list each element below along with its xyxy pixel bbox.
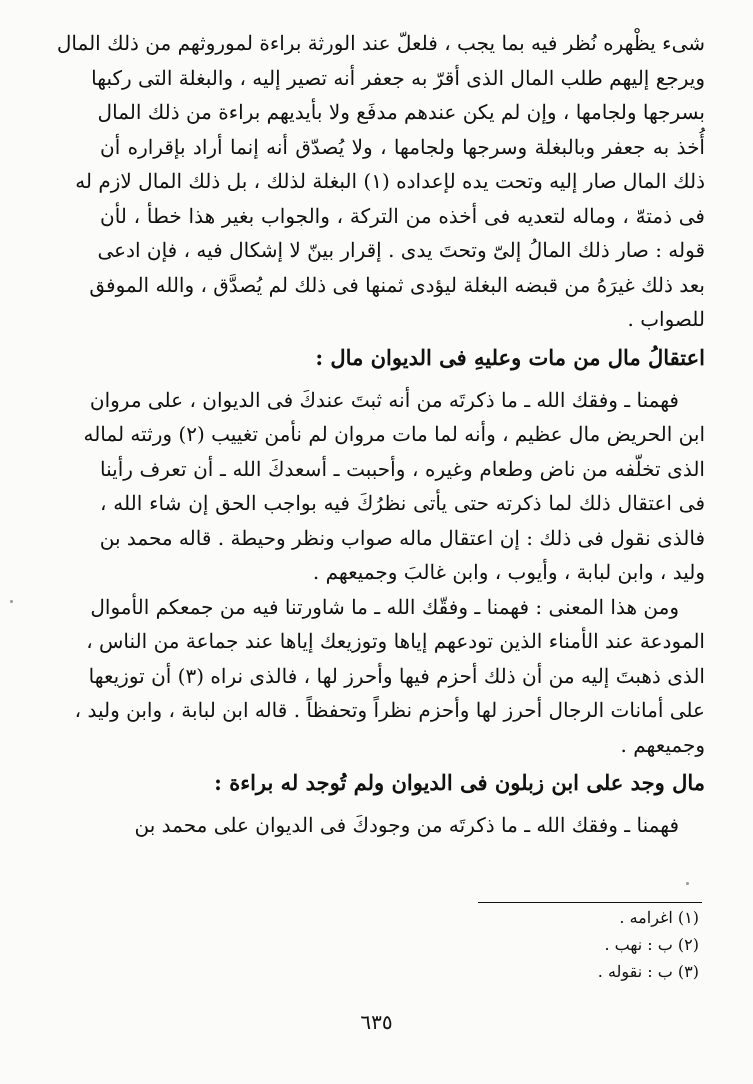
text-line: ذلك المال صار إليه وتحت يده لإعداده (١) البغلة لذلك ، بل ذلك المال لازم له xyxy=(75,169,705,193)
scan-speck xyxy=(686,882,689,885)
main-text xyxy=(56,26,706,843)
text-line: على أمانات الرجال أحرز لها وأحزم نظراً وتحفظاً . قاله ابن لبابة ، وابن وليد ، xyxy=(74,698,705,722)
text-line: ومن هذا المعنى : فهمنا ـ وفقّك الله ـ ما شاورتنا فيه من جمعكم الأموال xyxy=(90,594,679,619)
text-line: للصواب . xyxy=(627,307,705,331)
text-line: بسرجها ولجامها ، وإن لم يكن عندهم مدفَع ولا بأيديهم براءة من ذلك المال xyxy=(97,100,705,124)
text-line: المودعة عند الأمناء الذين تودعهم إياها وتوزيعك إياها عند جماعة من الناس ، xyxy=(86,629,705,653)
footnotes xyxy=(598,904,699,985)
scan-speck xyxy=(10,600,13,603)
paragraph-2 xyxy=(83,383,706,590)
section-heading-1: اعتقالُ مال من مات وعليهِ فى الديوان مال : xyxy=(315,344,705,370)
text-line: وجميعهم . xyxy=(620,732,705,757)
text-line: أُخذ به جعفر وبالبغلة وسرجها ولجامها ، ولا يُصدّق أنه إنما أراد بإقراره أن xyxy=(100,134,705,159)
footnote-1: (١) اغرامه . xyxy=(619,908,699,927)
text-line: الذى تخلّفه من ناض وطعام وغيره ، وأحببت ـ أسعدكَ الله ـ أن تعرف رأينا xyxy=(100,456,705,481)
footnote-divider xyxy=(478,902,702,903)
footnote-3: (٣) ب : نقوله . xyxy=(597,962,699,981)
text-line: وليد ، وابن لبابة ، وأيوب ، وابن غالبَ وجميعهم . xyxy=(312,560,705,584)
text-line: ويرجع إليهم طلب المال الذى أقرّ به جعفر أنه تصير إليه ، والبغلة التى ركبها xyxy=(91,65,705,90)
text-line: فهمنا ـ وفقك الله ـ ما ذكرتَه من أنه ثبتَ عندكَ فى الديوان ، على مروان xyxy=(89,387,679,412)
text-line: قوله : صار ذلك المالُ إلىّ وتحتَ يدى . إقرار بينّ لا إشكال فيه ، فإن ادعى xyxy=(97,238,705,262)
text-line: شىء يظْهره نُظر فيه بما يجب ، فلعلّ عند الورثة براءة لموروثهم من ذلك المال xyxy=(56,31,705,55)
text-line: ابن الحريض مال عظيم ، وأنه لما مات مروان لم نأمن تغييب (٢) ورثته لماله xyxy=(83,422,705,446)
paragraph-3 xyxy=(74,590,705,763)
paragraph-1 xyxy=(56,26,705,337)
text-line: بعد ذلك غيرَهُ من قبضه البغلة ليؤدى ثمنها فى ذلك لم يُصدَّق ، والله الموفق xyxy=(89,272,705,297)
text-line: فى اعتقال ذلك لما ذكرته حتى يأتى نظرُكَ فيه بواجب الحق إن شاء الله ، xyxy=(100,491,706,515)
page-number: ٦٣٥ xyxy=(360,1010,393,1034)
text-line: فى ذمتهّ ، وماله لتعديه فى أخذه من التركة ، والجواب بغير هذا خطأ ، لأن xyxy=(100,203,705,228)
text-line: فالذى نقول فى ذلك : إن اعتقال ماله صواب ونظر وحيطة . قاله محمد بن xyxy=(99,525,705,550)
paragraph-4 xyxy=(100,808,705,843)
section-heading-2: مال وجد على ابن زبلون فى الديوان ولم تُوجد له براءة : xyxy=(214,770,705,795)
text-line: الذى ذهبتَ إليه من أن ذلك أحزم فيها وأحرز لها ، فالذى نراه (٣) أن توزيعها xyxy=(88,663,705,688)
text-line: فهمنا ـ وفقك الله ـ ما ذكرتَه من وجودكَ فى الديوان على محمد بن xyxy=(134,813,679,837)
footnote-2: (٢) ب : نهب . xyxy=(604,935,699,954)
